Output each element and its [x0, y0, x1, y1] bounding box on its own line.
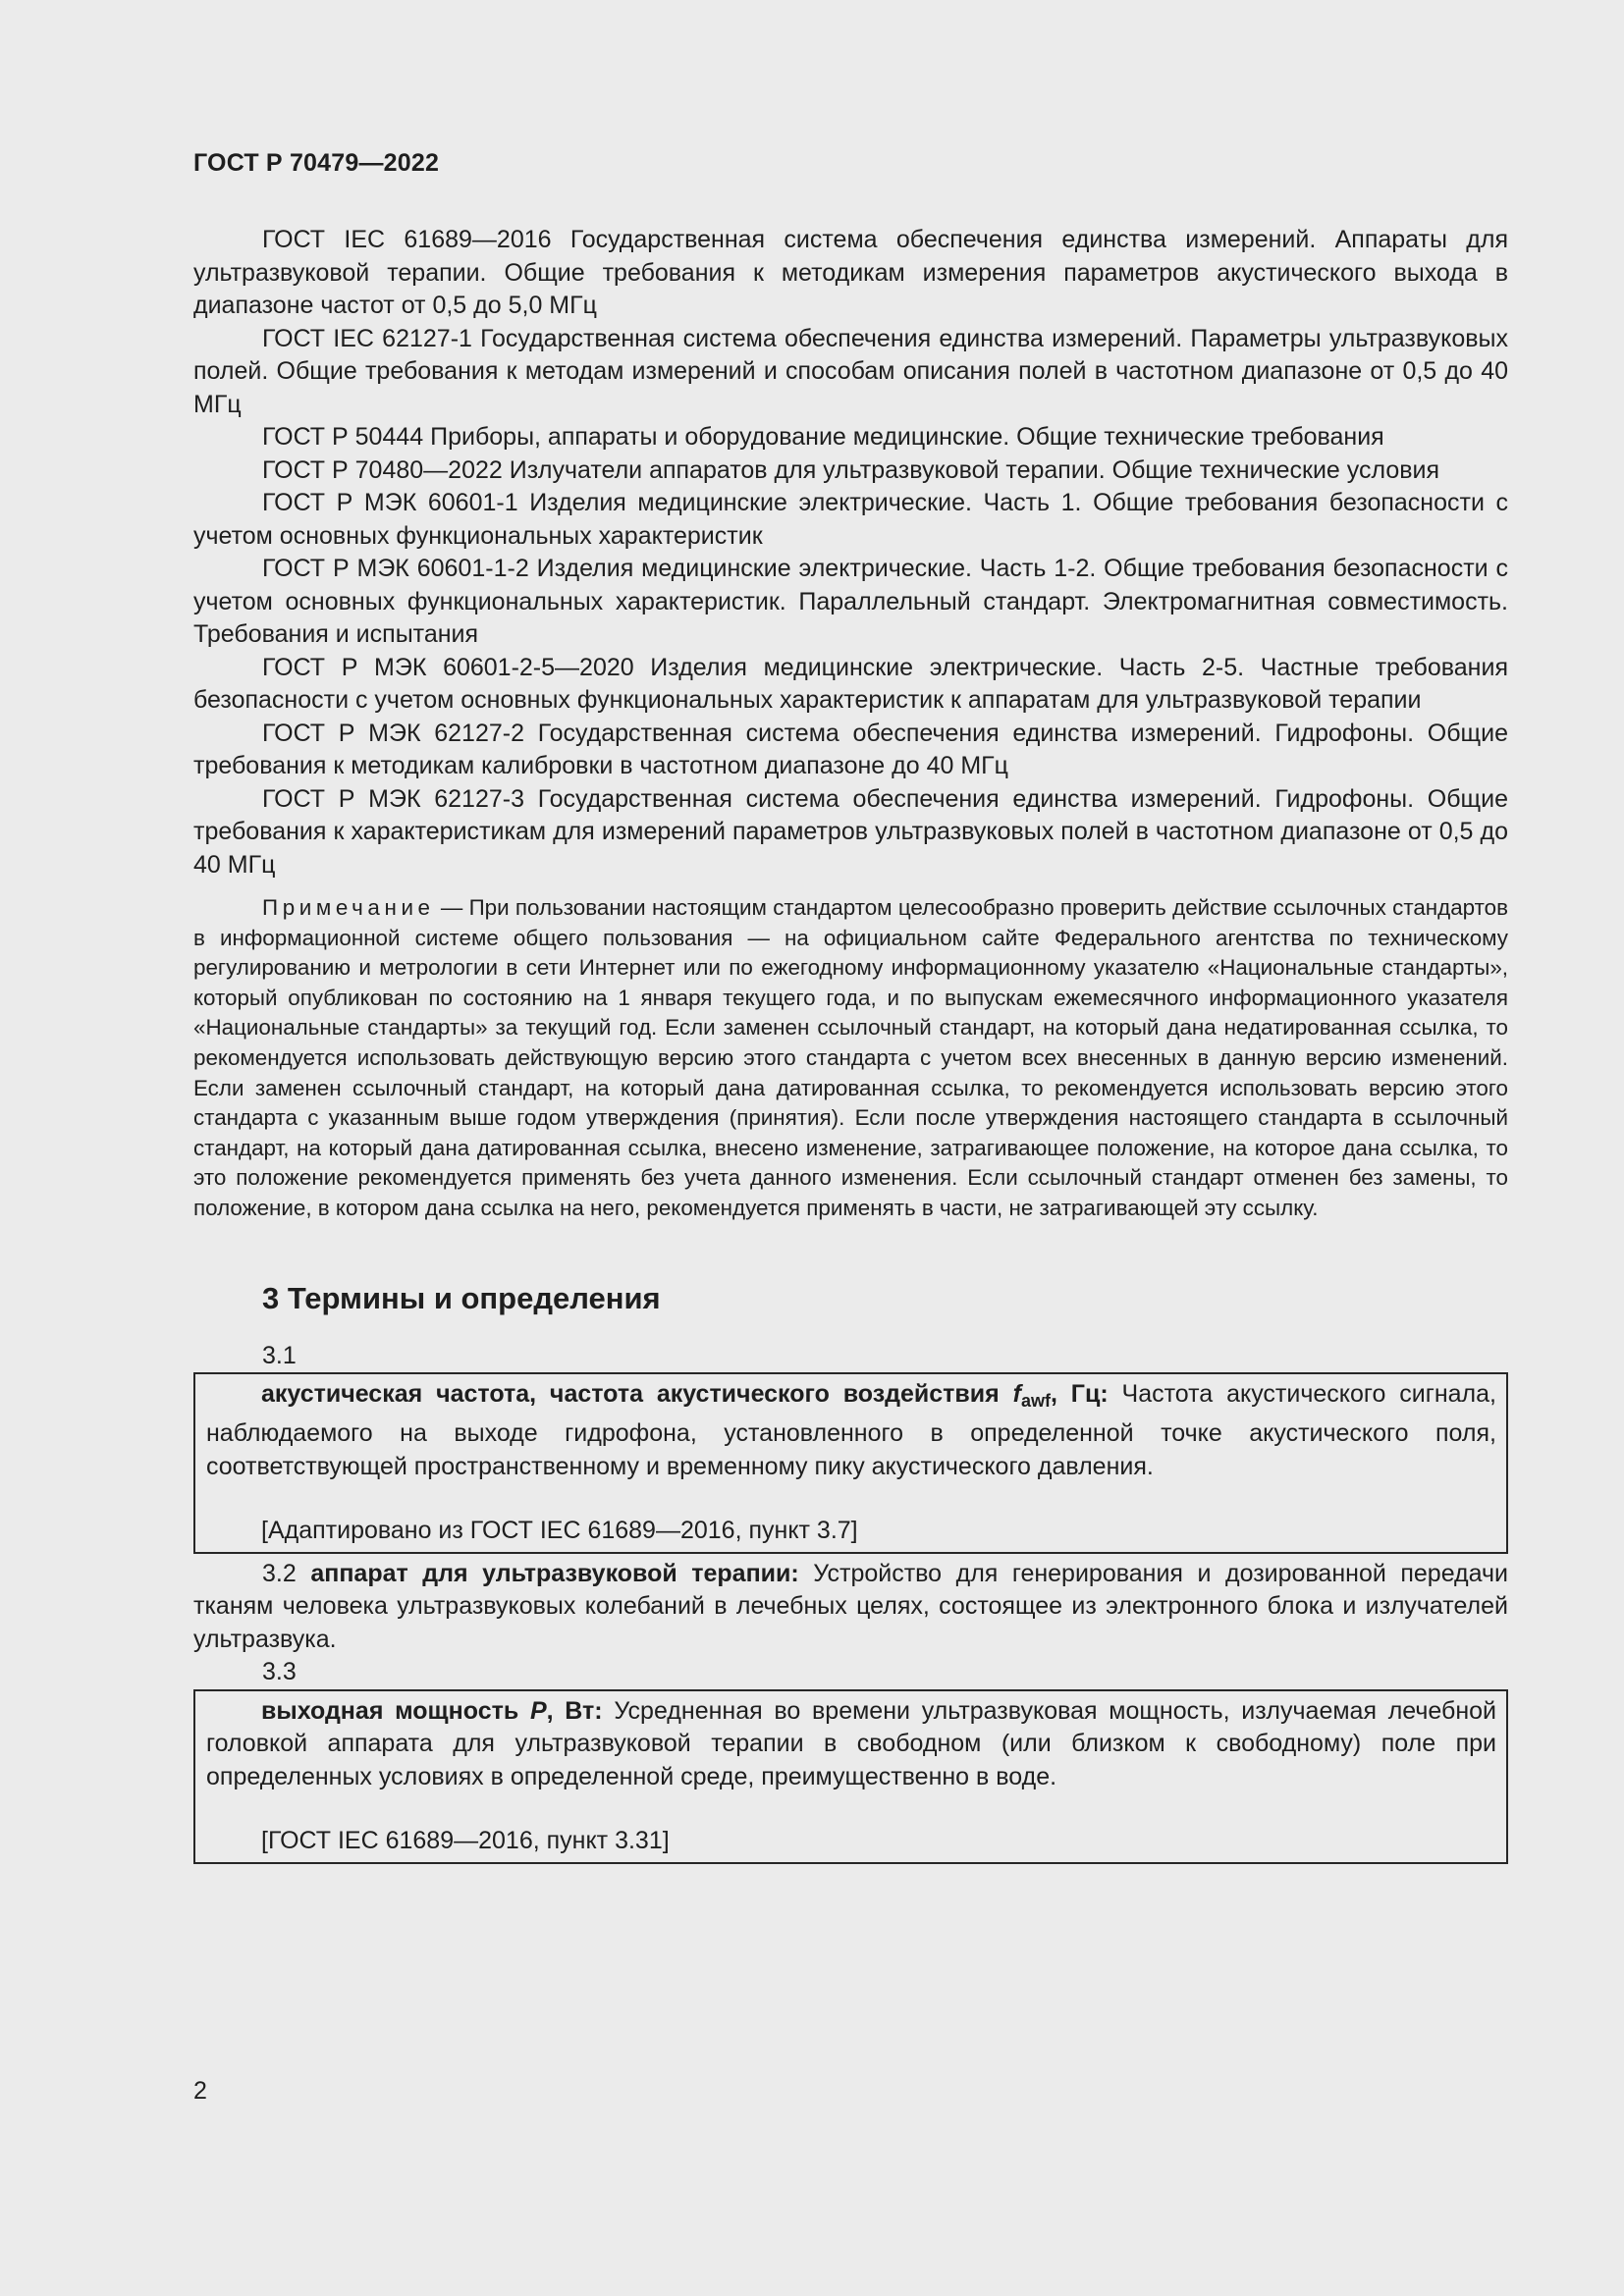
reference-item: ГОСТ IEC 61689—2016 Государственная система обеспечения единства измерений. Аппараты для ультразвуковой терапии. Общие требования к методикам измерения параметров акустического выхода в диапазоне частот от 0,5 до 5,0 МГц: [193, 226, 1508, 319]
note-label: Примечание: [262, 895, 435, 920]
reference-item: ГОСТ Р МЭК 62127-2 Государственная система обеспечения единства измерений. Гидрофоны. Общие требования к методикам калибровки в частотном диапазоне до 40 МГц: [193, 719, 1508, 779]
term-box: [193, 1689, 1508, 1864]
term-number: 3.3: [262, 1658, 297, 1686]
term-symbol-subscript: awf: [1020, 1390, 1051, 1411]
page-number: 2: [193, 2077, 207, 2105]
term-unit: , Гц:: [1050, 1379, 1109, 1408]
term-definition-text: Частота акустического сигнала, наблюдаемого на выходе гидрофона, установленного в определенной точке акустического поля, соответствующей пространственному и временному пику акустического давления.: [206, 1379, 1496, 1480]
term-name: акустическая частота, частота акустического воздействия: [261, 1379, 1000, 1408]
reference-item: ГОСТ Р МЭК 62127-3 Государственная система обеспечения единства измерений. Гидрофоны. Общие требования к характеристикам для измерений параметров ультразвуковых полей в частотном диапазоне от 0,5 до 40 МГц: [193, 784, 1508, 879]
term-name: выходная мощность: [261, 1696, 519, 1725]
term-unit: , Вт:: [546, 1696, 603, 1725]
term-source: [ГОСТ IEC 61689—2016, пункт 3.31]: [261, 1827, 670, 1855]
term-definition: [206, 1695, 1496, 1794]
reference-item: ГОСТ Р 50444 Приборы, аппараты и оборудование медицинские. Общие технические требования: [262, 423, 1384, 451]
term-source: [Адаптировано из ГОСТ IEC 61689—2016, пункт 3.7]: [261, 1517, 858, 1545]
term-definition: [206, 1378, 1496, 1484]
note-text: — При пользовании настоящим стандартом целесообразно проверить действие ссылочных стандартов в информационной системе общего пользования — на официальном сайте Федерального агентства по техническому регулированию и метрологии в сети Интернет или по ежегодному информационному указателю «Национальные стандарты», который опубликован по состоянию на 1 января текущего года, и по выпускам ежемесячного информационного указателя «Национальные стандарты» за текущий год. Если заменен ссылочный стандарт, на который дана недатированная ссылка, то рекомендуется использовать действующую версию этого стандарта с учетом всех внесенных в данную версию изменений. Если заменен ссылочный стандарт, на который дана датированная ссылка, то рекомендуется использовать версию этого стандарта с указанным выше годом утверждения (принятия). Если после утверждения настоящего стандарта в ссылочный стандарт, на который дана датированная ссылка, внесено изменение, затрагивающее положение, на которое дана ссылка, то это положение рекомендуется применять без учета данного изменения. Если ссылочный стандарт отменен без замены, то положение, в котором дана ссылка на него, рекомендуется применять в части, не затрагивающей эту ссылку.: [193, 895, 1508, 1220]
term-definition-text: Устройство для генерирования и дозированной передачи тканям человека ультразвуковых колебаний в лечебных целях, состоящее из электронного блока и излучателей ультразвука.: [193, 1559, 1508, 1653]
reference-item: ГОСТ IEC 62127-1 Государственная система обеспечения единства измерений. Параметры ультразвуковых полей. Общие требования к методам измерений и способам описания полей в частотном диапазоне от 0,5 до 40 МГц: [193, 324, 1508, 418]
reference-item: ГОСТ Р МЭК 60601-1-2 Изделия медицинские электрические. Часть 1-2. Общие требования безопасности с учетом основных функциональных характеристик. Параллельный стандарт. Электромагнитная совместимость. Требования и испытания: [193, 555, 1508, 648]
term-entry: [193, 1558, 1508, 1657]
term-symbol: f: [1012, 1379, 1021, 1408]
term-name: аппарат для ультразвуковой терапии:: [310, 1559, 799, 1587]
term-number: 3.2: [262, 1559, 297, 1587]
document-id-header: ГОСТ Р 70479—2022: [193, 149, 440, 177]
section-heading: 3 Термины и определения: [262, 1280, 661, 1315]
term-box: [193, 1372, 1508, 1554]
term-definition-text: Усредненная во времени ультразвуковая мощность, излучаемая лечебной головкой аппарата для ультразвуковой терапии в свободном (или близком к свободному) поле при определенных условиях в определенной среде, преимущественно в воде.: [206, 1696, 1497, 1790]
reference-item: ГОСТ Р 70480—2022 Излучатели аппаратов для ультразвуковой терапии. Общие технические условия: [262, 455, 1440, 484]
term-symbol: P: [529, 1696, 547, 1725]
reference-item: ГОСТ Р МЭК 60601-1 Изделия медицинские электрические. Часть 1. Общие требования безопасности с учетом основных функциональных характеристик: [193, 489, 1508, 550]
term-number: 3.1: [262, 1341, 297, 1369]
note-paragraph: [193, 893, 1508, 1224]
page-content: [193, 224, 1508, 1864]
reference-item: ГОСТ Р МЭК 60601-2-5—2020 Изделия медицинские электрические. Часть 2-5. Частные требования безопасности с учетом основных функциональных характеристик к аппаратам для ультразвуковой терапии: [193, 653, 1508, 714]
